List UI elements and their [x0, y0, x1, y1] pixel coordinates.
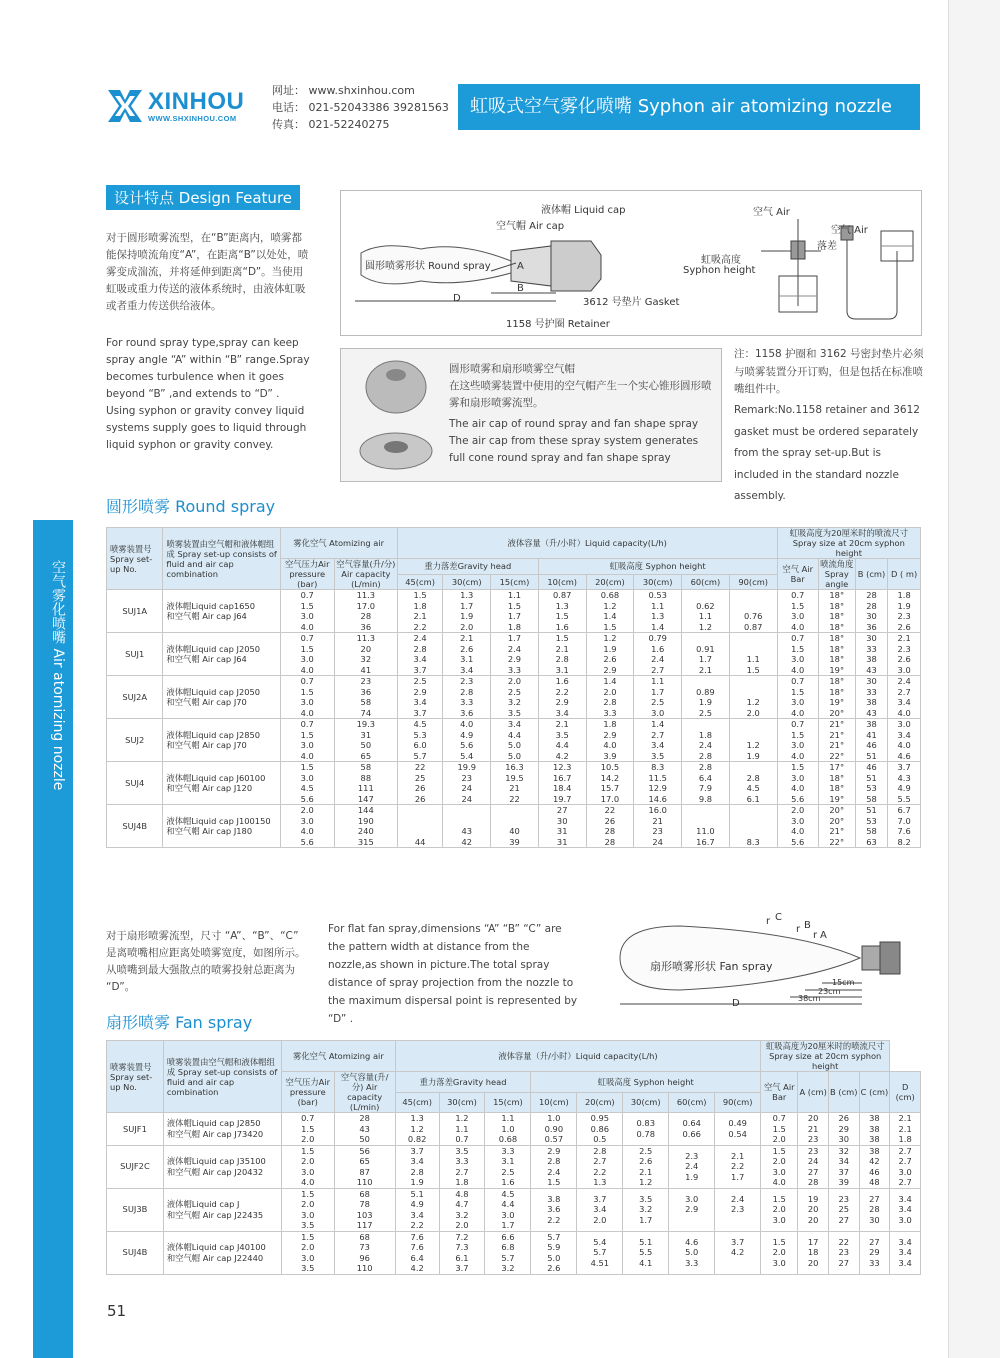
value-s20: 1.8 2.9 4.0 3.9: [586, 719, 634, 762]
value-b: 30 33 38 43: [855, 676, 888, 719]
setup-no: SUJ4: [107, 762, 163, 805]
header-col: 15(cm): [485, 1092, 531, 1113]
remark-en: Remark:No.1158 retainer and 3612 gasket must be ordered separately from the spray set-up.But is included in the standard nozzle assembly.: [734, 404, 920, 502]
value-s20: 10.5 14.2 15.7 17.0: [586, 762, 634, 805]
value-s10: 2.9 2.8 2.4 1.5: [531, 1145, 577, 1188]
setup-no: SUJ3B: [107, 1188, 164, 1231]
value-g45: 2.4 2.8 3.4 3.7: [397, 633, 443, 676]
design-text-cn: 对于圆形喷雾流型，在“B”距离内，喷雾都能保持喷流角度“A”，在距离“B”以处处，喷雾变成湍流，并将延伸到距离“D”。当使用虹吸或重力传送的液体系统时，由液体虹吸或者重力传送供给液体。: [106, 232, 309, 312]
value-b: 28 28 30 36: [855, 590, 888, 633]
setup-no: SUJF2C: [107, 1145, 164, 1188]
fan-a: A: [820, 930, 827, 941]
value-g30: 1.3 1.7 1.9 2.0: [443, 590, 491, 633]
value-g15: 1.1 1.0 0.68: [485, 1113, 531, 1146]
value-D: 2.7 2.7 3.0 2.7: [890, 1145, 921, 1188]
value-s30: 0.79 1.6 2.4 2.7: [634, 633, 682, 676]
cap-combination: 液体帽Liquid cap1650 和空气帽 Air cap J64: [163, 590, 280, 633]
setup-no: SUJ2A: [107, 676, 163, 719]
value-s60: 2.3 2.4 1.9: [669, 1145, 715, 1188]
table-header-row: [107, 528, 921, 559]
brand-logo: [106, 88, 244, 124]
value-p: 0.7 1.5 3.0 4.0: [280, 633, 334, 676]
value-s30: 3.5 3.2 1.7: [623, 1188, 669, 1231]
table-row: [107, 762, 921, 805]
header-col: 60(cm): [682, 574, 730, 590]
cap-combination: 液体帽Liquid cap J2050 和空气帽 Air cap J70: [163, 676, 280, 719]
value-g45: 5.1 4.9 3.4 2.2: [395, 1188, 439, 1231]
value-B: 26 29 30: [828, 1113, 859, 1146]
value-b: 51 53 58 63: [855, 805, 888, 848]
fan-d38: 38cm: [798, 994, 821, 1003]
value-an: 20° 20° 21° 22°: [818, 805, 855, 848]
value-g30: 7.2 7.3 6.1 3.7: [439, 1231, 485, 1274]
value-s10: 2.1 3.5 4.4 4.2: [538, 719, 586, 762]
fan-c: C: [775, 912, 782, 923]
header-atomizing-air: 雾化空气 Atomizing air: [282, 1041, 396, 1072]
sidebar-title: [44, 560, 66, 790]
value-an: 18° 18° 18° 19°: [818, 633, 855, 676]
cap-combination: 液体帽Liquid cap J60100 和空气帽 Air cap J120: [163, 762, 280, 805]
value-cap: 58 88 111 147: [334, 762, 397, 805]
value-s30: 2.5 2.6 2.1 1.2: [623, 1145, 669, 1188]
value-g30: 4.8 4.7 3.2 2.0: [439, 1188, 485, 1231]
value-g30: 1.2 1.1 0.7: [439, 1113, 485, 1146]
header-liquid-capacity: 液体容量（升/小时）Liquid capacity(L/h): [397, 528, 777, 559]
value-A: 20 21 23: [798, 1113, 829, 1146]
fan-text-cn: 对于扇形喷雾流型，尺寸 “A”、“B”、“C” 是离喷嘴相应距离处喷雾宽度，如图所示。从喷嘴到最大强散点的喷雾投射总距离为 “D”。: [106, 930, 306, 993]
cap-combination: 液体帽Liquid cap J2850 和空气帽 Air cap J73420: [163, 1113, 281, 1146]
value-ab: 0.7 1.5 3.0 4.0: [777, 633, 818, 676]
header-air-pressure: 空气压力Air pressure (bar): [282, 1072, 335, 1113]
header-col: 30(cm): [443, 574, 491, 590]
aircap-en-body: The air cap from these spray system generates full cone round spray and fan shape spray: [449, 435, 699, 464]
value-d: 3.0 3.4 4.0 4.6: [888, 719, 921, 762]
value-cap: 19.3 31 50 65: [334, 719, 397, 762]
value-s60: 11.0 16.7: [682, 805, 730, 848]
value-s10: 27 30 31 31: [538, 805, 586, 848]
value-g45: 22 25 26 26: [397, 762, 443, 805]
value-s60: 0.91 1.7 2.1: [682, 633, 730, 676]
value-g45: 4.5 5.3 6.0 5.7: [397, 719, 443, 762]
value-d: 2.4 2.7 3.4 4.0: [888, 676, 921, 719]
value-C: 27 29 33: [859, 1231, 890, 1274]
value-b: 30 33 38 43: [855, 633, 888, 676]
header-b: B (cm): [855, 559, 888, 590]
value-s90: 8.3: [729, 805, 777, 848]
header-air-capacity: 空气容量(升/分) Air capacity (L/min): [336, 559, 396, 589]
value-s30: 5.1 5.5 4.1: [623, 1231, 669, 1274]
value-an: 18° 18° 18° 18°: [818, 590, 855, 633]
header-col: 20(cm): [577, 1092, 623, 1113]
value-d: 1.8 1.9 2.3 2.6: [888, 590, 921, 633]
table-row: [107, 1145, 921, 1188]
label-air-1: 空气 Air: [753, 207, 790, 218]
cap-combination: 液体帽Liquid cap J2850 和空气帽 Air cap J70: [163, 719, 280, 762]
value-C: 38 42 46 48: [859, 1145, 890, 1188]
value-s30: 1.4 2.7 3.4 3.5: [634, 719, 682, 762]
value-D: 2.1 2.1 1.8: [890, 1113, 921, 1146]
page-edge: [948, 0, 1000, 1358]
aircap-en-title: The air cap of round spray and fan shape spray: [449, 418, 699, 430]
value-s20: 0.95 0.86 0.5: [577, 1113, 623, 1146]
value-s10: 1.5 2.1 2.8 3.1: [538, 633, 586, 676]
value-an: 17° 18° 18° 19°: [818, 762, 855, 805]
value-s60: 0.89 1.9 2.5: [682, 676, 730, 719]
header-col: 10(cm): [538, 574, 586, 590]
value-s30: 8.3 11.5 12.9 14.6: [634, 762, 682, 805]
value-g30: 43 42: [443, 805, 491, 848]
value-g15: 1.1 1.5 1.7 1.8: [491, 590, 539, 633]
label-round-spray: 圆形喷雾形状 Round spray: [365, 261, 491, 272]
header-air: 空气 Air Bar: [761, 1072, 798, 1113]
cap-combination: 液体帽Liquid cap J100150 和空气帽 Air cap J180: [163, 805, 280, 848]
label-d: D: [453, 293, 461, 304]
cap-combination: 液体帽Liquid cap J2050 和空气帽 Air cap J64: [163, 633, 280, 676]
value-g30: 4.0 4.9 5.6 5.4: [443, 719, 491, 762]
header-combination: 喷雾装置由空气帽和液体帽组成 Spray set-up consists of fluid and air cap combination: [163, 528, 280, 590]
value-B: 23 25 27: [828, 1188, 859, 1231]
value-C: 27 28 30: [859, 1188, 890, 1231]
label-gasket: 3612 号垫片 Gasket: [583, 297, 680, 308]
header-gravity-head: 重力落差Gravity head: [395, 1072, 531, 1093]
header-col: 15(cm): [491, 574, 539, 590]
value-g45: 44: [397, 805, 443, 848]
fan-d: D: [732, 998, 740, 1009]
value-s20: 5.4 5.7 4.51: [577, 1231, 623, 1274]
header-spray-size: 虹吸高度为20厘米时的喷流尺寸 Spray size at 20cm syphon height: [777, 528, 920, 559]
brand-name: XINHOU: [148, 87, 245, 115]
value-g30: 19.9 23 24 24: [443, 762, 491, 805]
value-cap: 144 190 240 315: [334, 805, 397, 848]
value-s20: 3.7 3.4 2.0: [577, 1188, 623, 1231]
value-s10: 1.0 0.90 0.57: [531, 1113, 577, 1146]
value-s90: 1.1 1.5: [729, 633, 777, 676]
value-cap: 56 65 87 110: [334, 1145, 395, 1188]
table-row: [107, 1231, 921, 1274]
header-syphon-height: 虹吸高度 Syphon height: [531, 1072, 761, 1093]
value-ab: 1.5 2.0 3.0: [761, 1231, 798, 1274]
value-g45: 1.3 1.2 0.82: [395, 1113, 439, 1146]
fan-d23: 23cm: [818, 987, 841, 996]
header-col: 30(cm): [623, 1092, 669, 1113]
label-retainer: 1158 号护圈 Retainer: [506, 319, 610, 330]
fan-r1: r: [766, 916, 771, 927]
nozzle-diagram: [340, 190, 922, 336]
setup-no: SUJ1A: [107, 590, 163, 633]
header-a: A (cm): [798, 1072, 829, 1113]
value-g15: 3.4 4.4 5.0 5.0: [491, 719, 539, 762]
value-s90: 3.7 4.2: [715, 1231, 761, 1274]
value-g15: 6.6 6.8 5.7 3.2: [485, 1231, 531, 1274]
value-s20: 0.68 1.2 1.4 1.5: [586, 590, 634, 633]
value-C: 38 38 38: [859, 1113, 890, 1146]
value-p: 0.7 1.5 3.0 4.0: [280, 590, 334, 633]
value-g15: 4.5 4.4 3.0 1.7: [485, 1188, 531, 1231]
fan-r2: r: [796, 924, 801, 935]
header-setup-no: 喷雾装置号 Spray set-up No.: [107, 528, 163, 590]
value-B: 22 23 27: [828, 1231, 859, 1274]
header-col: 10(cm): [531, 1092, 577, 1113]
aircap-text: [449, 361, 714, 467]
header-liquid-capacity: 液体容量（升/小时）Liquid capacity(L/h): [395, 1041, 760, 1072]
value-d: 6.7 7.0 7.6 8.2: [888, 805, 921, 848]
value-g30: 2.3 2.8 3.3 3.6: [443, 676, 491, 719]
value-cap: 68 78 103 117: [334, 1188, 395, 1231]
value-ab: 0.7 1.5 2.0: [761, 1113, 798, 1146]
value-s90: 1.2 1.9: [729, 719, 777, 762]
header-air: 空气 Air Bar: [777, 559, 818, 590]
round-spray-heading: 圆形喷雾 Round spray: [106, 497, 276, 516]
table-row: [107, 719, 921, 762]
page-title: 虹吸式空气雾化喷嘴 Syphon air atomizing nozzle: [458, 84, 920, 130]
value-s60: 3.0 2.9: [669, 1188, 715, 1231]
label-drop: 落差: [817, 241, 837, 252]
design-text-en: For round spray type,spray can keep spray angle “A” within “B” range.Spray becomes turbulence when it goes beyond “B” ,and extends to “D” . Using syphon or gravity convey liquid systems supply goes to liquid through liquid syphon or gravity convey.: [106, 337, 310, 451]
fan-label: 扇形喷雾形状 Fan spray: [650, 960, 773, 973]
value-d: 2.1 2.3 2.6 3.0: [888, 633, 921, 676]
value-cap: 28 43 50: [334, 1113, 395, 1146]
value-g45: 2.5 2.9 3.4 3.7: [397, 676, 443, 719]
setup-no: SUJ2: [107, 719, 163, 762]
header-d: D ( m): [888, 559, 921, 590]
header-b: B (cm): [828, 1072, 859, 1113]
value-s90: 1.2 2.0: [729, 676, 777, 719]
value-A: 19 20 20: [798, 1188, 829, 1231]
remark-cn: 注：1158 护圈和 3162 号密封垫片必须与喷雾装置分开订购，但是包括在标准喷嘴组件中。: [734, 348, 924, 395]
value-g45: 7.6 7.6 6.4 4.2: [395, 1231, 439, 1274]
header-atomizing-air: 雾化空气 Atomizing air: [280, 528, 397, 559]
fan-d15: 15cm: [832, 978, 855, 987]
value-ab: 0.7 1.5 3.0 4.0: [777, 676, 818, 719]
aircap-panel: [340, 348, 722, 482]
header-col: 30(cm): [439, 1092, 485, 1113]
table-row: [107, 1188, 921, 1231]
value-s30: 0.53 1.1 1.3 1.4: [634, 590, 682, 633]
value-D: 3.4 3.4 3.4: [890, 1231, 921, 1274]
value-ab: 0.7 1.5 3.0 4.0: [777, 719, 818, 762]
value-ab: 1.5 2.0 3.0: [761, 1188, 798, 1231]
value-cap: 11.3 20 32 41: [334, 633, 397, 676]
table-row: [107, 633, 921, 676]
value-s20: 1.4 2.0 2.8 3.3: [586, 676, 634, 719]
value-an: 21° 21° 21° 22°: [818, 719, 855, 762]
label-liquid-cap: 液体帽 Liquid cap: [541, 205, 626, 216]
fan-b: B: [804, 920, 811, 931]
header-col: 60(cm): [669, 1092, 715, 1113]
value-g45: 3.7 3.4 2.8 1.9: [395, 1145, 439, 1188]
value-g15: 40 39: [491, 805, 539, 848]
sidebar-cn: 空气雾化喷嘴: [50, 560, 66, 644]
header-col: 90(cm): [729, 574, 777, 590]
value-A: 17 18 20: [798, 1231, 829, 1274]
value-p: 0.7 1.5 3.0 4.0: [280, 719, 334, 762]
value-cap: 23 36 58 74: [334, 676, 397, 719]
value-s20: 22 26 28 28: [586, 805, 634, 848]
value-s60: 4.6 5.0 3.3: [669, 1231, 715, 1274]
value-ab: 1.5 3.0 4.0 5.6: [777, 762, 818, 805]
value-s10: 1.6 2.2 2.9 3.4: [538, 676, 586, 719]
value-s10: 0.87 1.3 1.5 1.6: [538, 590, 586, 633]
aircap-image: [351, 353, 441, 483]
value-cap: 68 73 96 110: [334, 1231, 395, 1274]
value-s90: 0.76 0.87: [729, 590, 777, 633]
value-g15: 2.0 2.5 3.2 3.5: [491, 676, 539, 719]
setup-no: SUJ1: [107, 633, 163, 676]
value-g15: 1.7 2.4 2.9 3.3: [491, 633, 539, 676]
value-b: 38 41 46 51: [855, 719, 888, 762]
value-ab: 0.7 1.5 3.0 4.0: [777, 590, 818, 633]
fan-spray-table: [106, 1040, 921, 1275]
value-p: 1.5 2.0 3.0 4.0: [282, 1145, 335, 1188]
value-b: 46 51 53 58: [855, 762, 888, 805]
table-row: [107, 805, 921, 848]
setup-no: SUJ4B: [107, 805, 163, 848]
header-setup-no: 喷雾装置号 Spray set-up No.: [107, 1041, 164, 1113]
contact-info: [272, 82, 449, 133]
value-s60: 0.64 0.66: [669, 1113, 715, 1146]
value-s30: 1.1 1.7 2.5 3.0: [634, 676, 682, 719]
header-d: D (cm): [890, 1072, 921, 1113]
value-s60: 2.8 6.4 7.9 9.8: [682, 762, 730, 805]
value-g15: 16.3 19.5 21 22: [491, 762, 539, 805]
header-air-capacity: 空气容量(升/分) Air capacity (L/min): [334, 1072, 395, 1113]
header-col: 90(cm): [715, 1092, 761, 1113]
cap-combination: 液体帽Liquid cap J 和空气帽 Air cap J22435: [163, 1188, 281, 1231]
value-p: 0.7 1.5 3.0 4.0: [280, 676, 334, 719]
contact-fax: 传真： 021-52240275: [272, 118, 390, 131]
value-s90: 2.4 2.3: [715, 1188, 761, 1231]
label-air-2: 空气 Air: [831, 225, 868, 236]
value-B: 32 34 37 39: [828, 1145, 859, 1188]
value-s10: 12.3 16.7 18.4 19.7: [538, 762, 586, 805]
label-syphon-en: Syphon height: [683, 265, 756, 276]
value-s90: 2.8 4.5 6.1: [729, 762, 777, 805]
brand-url: WWW.SHXINHOU.COM: [148, 113, 237, 123]
table-header-row: [107, 1041, 921, 1072]
label-b: B: [517, 283, 524, 294]
label-a: A: [517, 261, 524, 272]
label-syphon-cn: 虹吸高度: [701, 255, 741, 266]
value-g30: 3.5 3.3 2.7 1.8: [439, 1145, 485, 1188]
value-p: 1.5 3.0 4.5 5.6: [280, 762, 334, 805]
fan-spray-heading: 扇形喷雾 Fan spray: [106, 1013, 253, 1032]
value-A: 23 24 27 28: [798, 1145, 829, 1188]
value-g45: 1.5 1.8 2.1 2.2: [397, 590, 443, 633]
value-s60: 0.62 1.1 1.2: [682, 590, 730, 633]
value-p: 2.0 3.0 4.0 5.6: [280, 805, 334, 848]
value-s60: 1.8 2.4 2.8: [682, 719, 730, 762]
header-col: 45(cm): [395, 1092, 439, 1113]
value-g15: 3.3 3.1 2.5 1.6: [485, 1145, 531, 1188]
value-ab: 1.5 2.0 3.0 4.0: [761, 1145, 798, 1188]
value-cap: 11.3 17.0 28 36: [334, 590, 397, 633]
round-spray-table: [106, 527, 921, 848]
value-s30: 0.83 0.78: [623, 1113, 669, 1146]
header-combination: 喷雾装置由空气帽和液体帽组成 Spray set-up consists of fluid and air cap combination: [163, 1041, 281, 1113]
fan-text-en: For flat fan spray,dimensions “A” “B” “C” are the pattern width at distance from the nozzle,as shown in picture.The total spray distance of spray projection from the nozzle to the maximum dispersal point is represented by “D” .: [328, 923, 578, 1025]
value-s30: 16.0 21 23 24: [634, 805, 682, 848]
header-ang: 喷流角度 Spray angle: [820, 559, 854, 589]
table-row: [107, 676, 921, 719]
design-heading: 设计特点 Design Feature: [106, 185, 300, 210]
header-syphon-height: 虹吸高度 Syphon height: [538, 559, 777, 575]
header-air-pressure: 空气压力Air pressure (bar): [280, 559, 334, 590]
header-spray-size: 虹吸高度为20厘米时的喷流尺寸 Spray size at 20cm syphon height: [761, 1041, 890, 1072]
fan-r3: r: [813, 930, 818, 941]
value-s10: 3.8 3.6 2.2: [531, 1188, 577, 1231]
value-s90: 2.1 2.2 1.7: [715, 1145, 761, 1188]
cap-combination: 液体帽Liquid cap J40100 和空气帽 Air cap J22440: [163, 1231, 281, 1274]
value-ab: 2.0 3.0 4.0 5.6: [777, 805, 818, 848]
value-g30: 2.1 2.6 3.1 3.4: [443, 633, 491, 676]
sidebar: [0, 0, 73, 1358]
setup-no: SUJ4B: [107, 1231, 164, 1274]
setup-no: SUJF1: [107, 1113, 164, 1146]
aircap-cn-body: 在这些喷雾装置中使用的空气帽产生一个实心锥形圆形喷雾和扇形喷雾流型。: [449, 380, 712, 409]
label-air-cap: 空气帽 Air cap: [496, 221, 565, 232]
value-d: 3.7 4.3 4.9 5.5: [888, 762, 921, 805]
xinhou-logo-icon: [106, 88, 144, 124]
value-s20: 1.2 1.9 2.6 2.9: [586, 633, 634, 676]
fan-diagram: [600, 912, 922, 1010]
value-an: 18° 18° 19° 20°: [818, 676, 855, 719]
header-c: C (cm): [859, 1072, 890, 1113]
page-number: 51: [107, 1302, 127, 1320]
header-col: 45(cm): [397, 574, 443, 590]
sidebar-en: Air atomizing nozzle: [50, 648, 66, 791]
header-col: 20(cm): [586, 574, 634, 590]
table-row: [107, 1113, 921, 1146]
value-s90: 0.49 0.54: [715, 1113, 761, 1146]
value-p: 1.5 2.0 3.0 3.5: [282, 1188, 335, 1231]
table-row: [107, 590, 921, 633]
value-p: 1.5 2.0 3.0 3.5: [282, 1231, 335, 1274]
value-p: 0.7 1.5 2.0: [282, 1113, 335, 1146]
contact-web: 网址： www.shxinhou.com: [272, 84, 415, 97]
cap-combination: 液体帽Liquid cap J35100 和空气帽 Air cap J20432: [163, 1145, 281, 1188]
value-s10: 5.7 5.9 5.0 2.6: [531, 1231, 577, 1274]
header-col: 30(cm): [634, 574, 682, 590]
header-gravity-head: 重力落差Gravity head: [397, 559, 538, 575]
aircap-cn-title: 圆形喷雾和扇形喷雾空气帽: [449, 363, 575, 375]
value-s20: 2.8 2.7 2.2 1.3: [577, 1145, 623, 1188]
value-D: 3.4 3.4 3.0: [890, 1188, 921, 1231]
contact-phone: 电话： 021-52043386 39281563: [272, 101, 449, 114]
